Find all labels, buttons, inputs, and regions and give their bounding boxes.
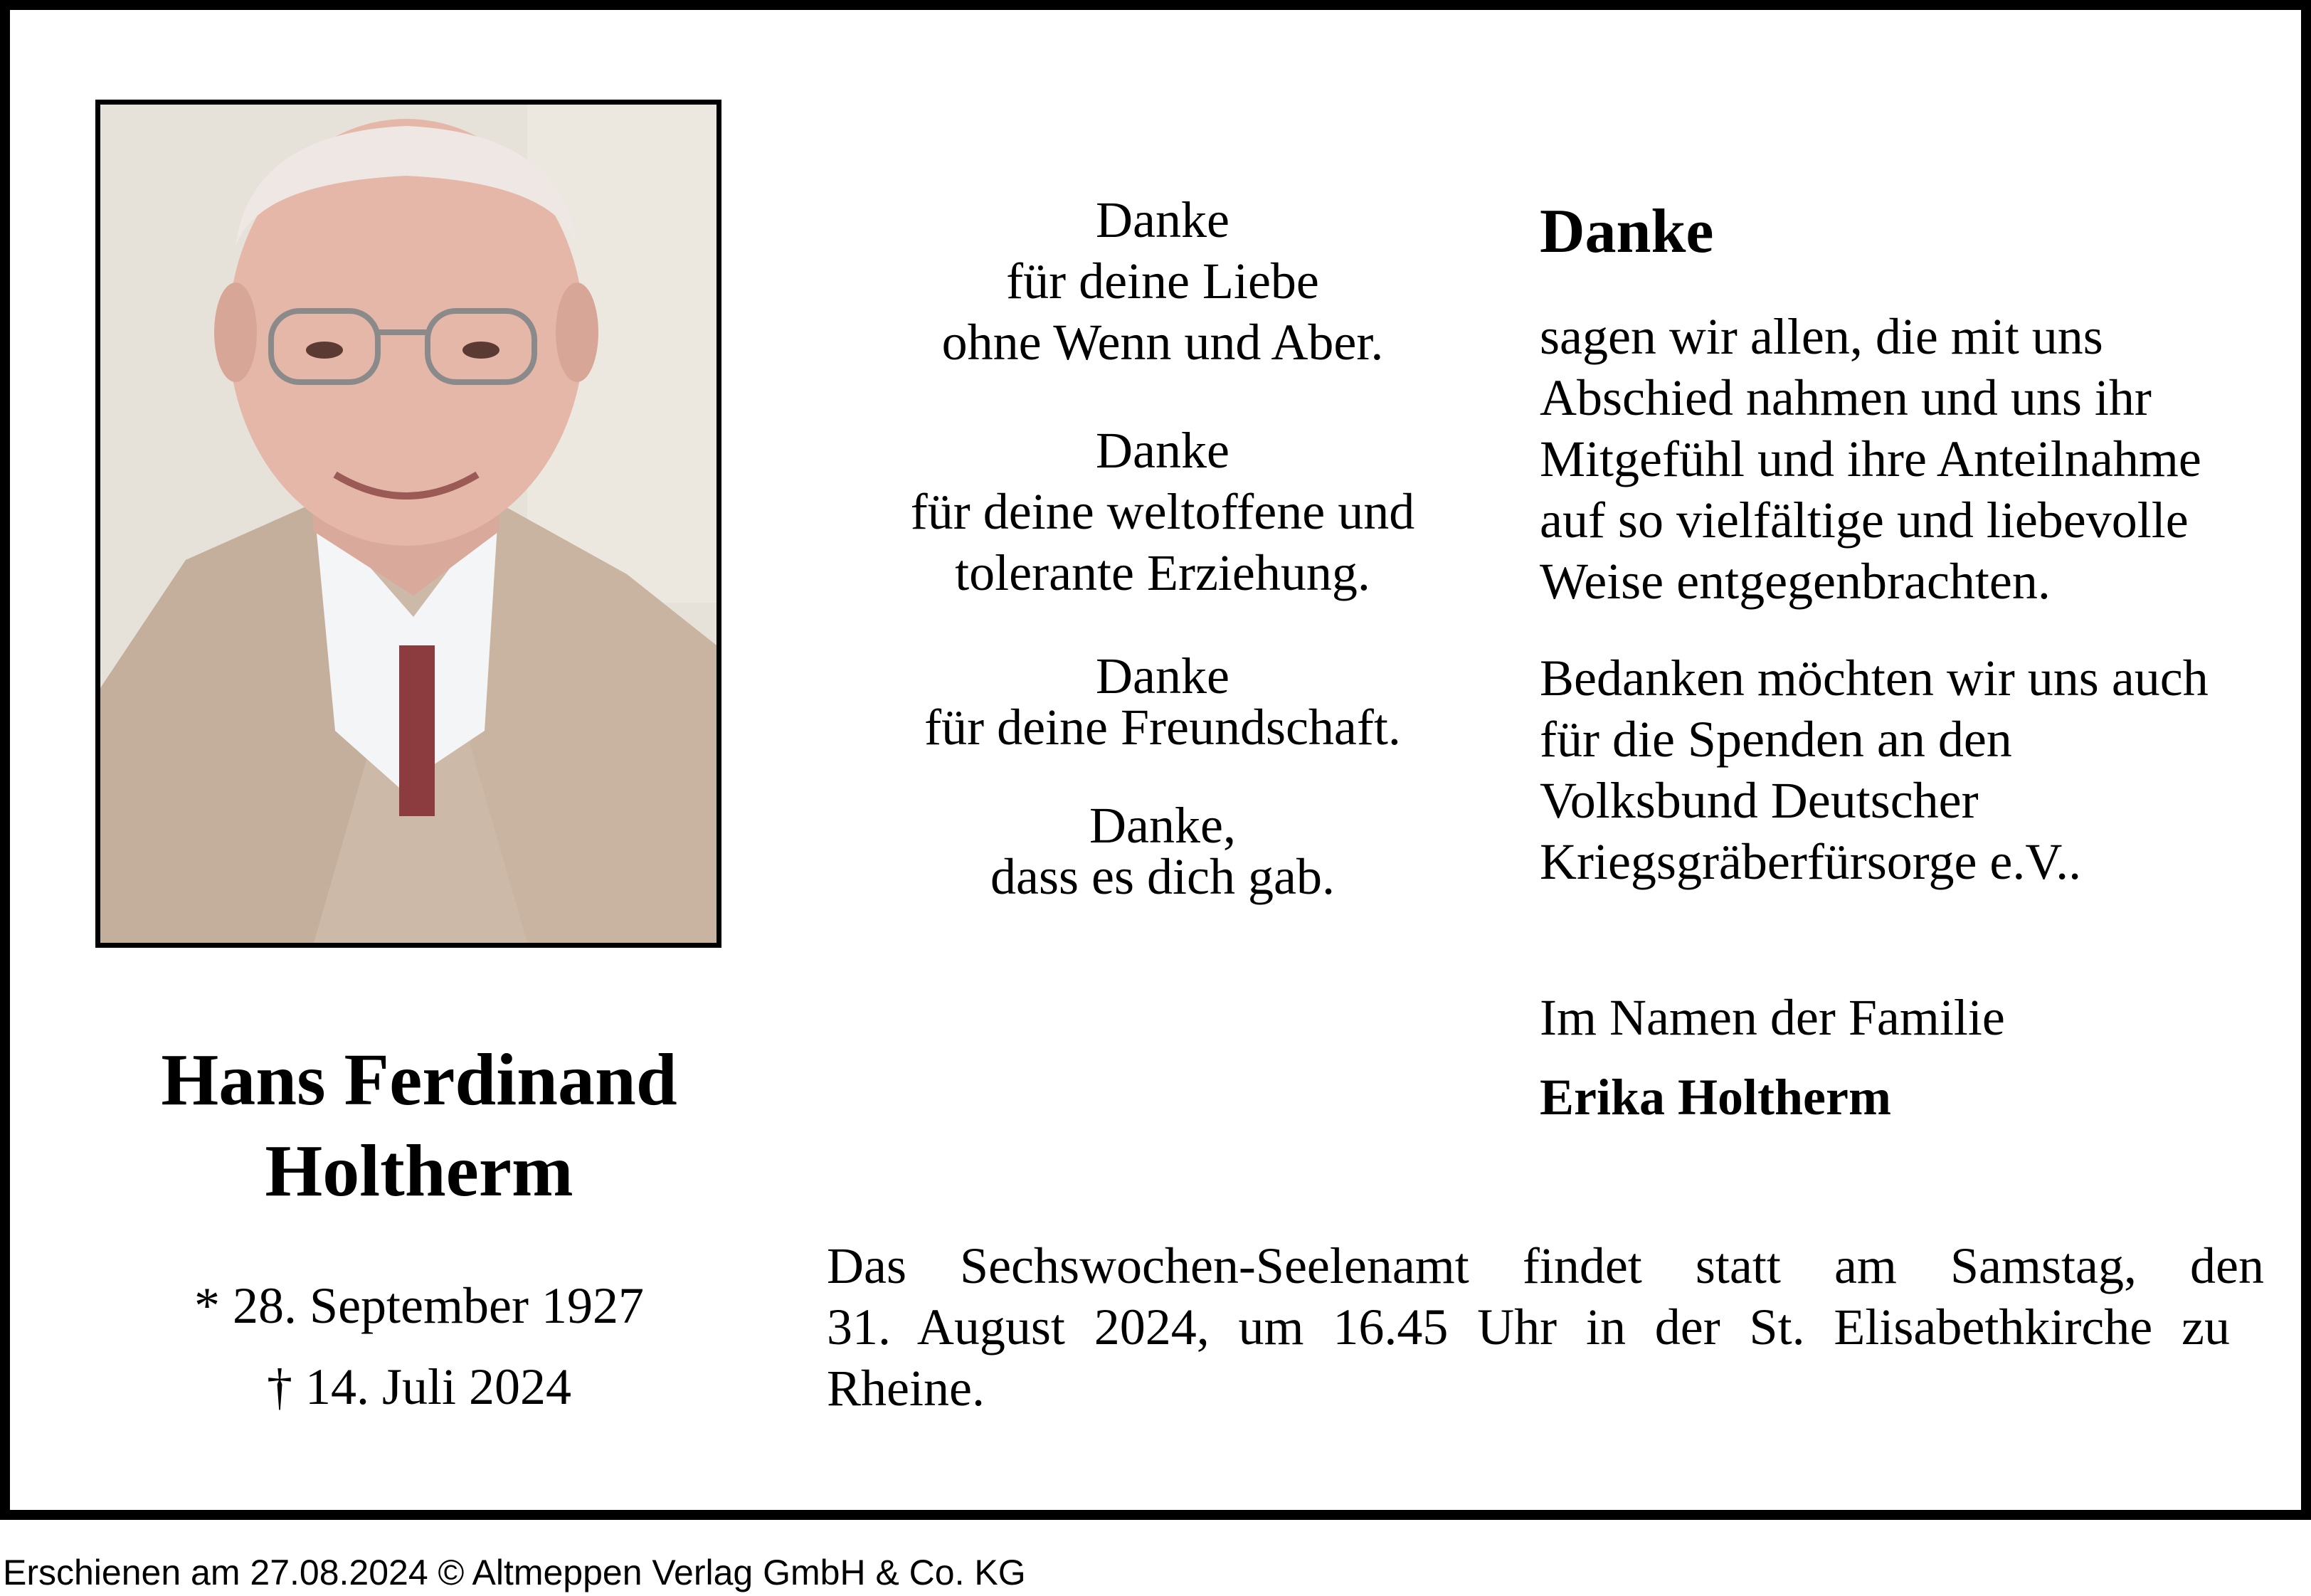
mass-notice-line: 31. August 2024, um 16.45 Uhr in der St. Elisabethkirche zu [827,1299,2230,1355]
mass-notice-line: Rheine. [827,1360,985,1417]
verse-line: Danke [1096,422,1229,479]
verse-line: tolerante Erziehung. [955,544,1370,601]
publication-footer: Erschienen am 27.08.2024 © Altmeppen Verlag GmbH & Co. KG [3,1553,1026,1592]
mass-notice-line: Das Sechswochen-Seelenamt findet statt am Samstag, den [827,1237,2264,1294]
paragraph-line: Mitgefühl und ihre Anteilnahme [1540,430,2201,487]
deceased-name-line1: Hans Ferdinand [161,1039,677,1121]
paragraph-line: Abschied nahmen und uns ihr [1540,369,2152,426]
deceased-name-line2: Holtherm [265,1130,573,1212]
verse [814,420,1511,603]
verse-line: dass es dich gab. [990,848,1335,905]
thanks-heading: Danke [1540,197,1714,266]
verse [814,189,1511,373]
paragraph-line: Kriegsgräberfürsorge e.V.. [1540,833,2082,890]
family-signature: Erika Holtherm [1540,1069,1891,1126]
life-dates [53,1265,786,1427]
verse [814,797,1511,905]
verse-line: Danke [1096,648,1229,704]
paragraph-line: Weise entgegenbrachten. [1540,553,2051,610]
verse-line: für deine Freundschaft. [924,699,1401,756]
thanks-verses [814,189,1511,949]
paragraph-line: Volksbund Deutscher [1540,772,1979,829]
verse-line: Danke [1096,191,1229,248]
verse-line: ohne Wenn und Aber. [941,314,1384,371]
portrait-icon [100,105,716,943]
paragraph-line: für die Spenden an den [1540,711,2012,768]
family-intro: Im Namen der Familie [1540,989,2005,1046]
thanks-paragraph [1540,306,2287,612]
birth-date: * 28. September 1927 [194,1277,644,1334]
donation-paragraph [1540,648,2287,892]
thanks-text [1540,189,2287,928]
deceased-name [53,1035,786,1217]
portrait-photo [95,100,721,948]
verse-line: Danke, [1089,797,1236,854]
paragraph-line: auf so vielfältige und liebevolle [1540,492,2189,549]
mass-notice [827,1235,2264,1419]
paragraph-line: Bedanken möchten wir uns auch [1540,650,2209,707]
paragraph-line: sagen wir allen, die mit uns [1540,308,2103,365]
verse-line: für deine Liebe [1006,253,1319,310]
verse-line: für deine weltoffene und [910,483,1415,540]
verse [814,648,1511,756]
death-date: † 14. Juli 2024 [266,1358,572,1415]
